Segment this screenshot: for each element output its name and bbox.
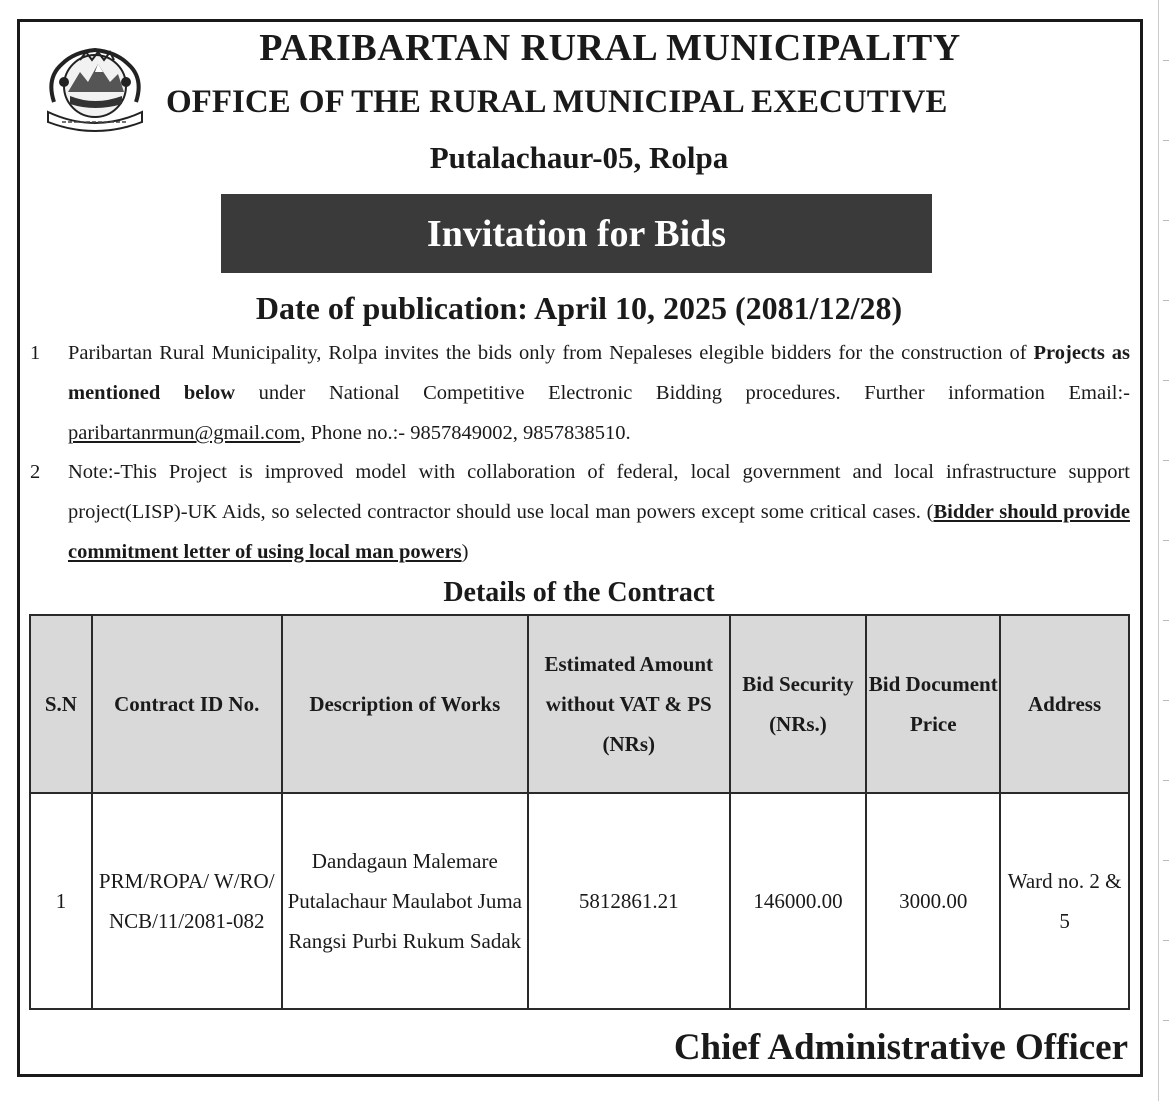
column-header-contract-id: Contract ID No.	[92, 615, 282, 793]
paragraph-text: Note:-This Project is improved model with collaboration of federal, local government and local infrastructure support project(LISP)-UK Aids, so selected contractor should use local man powers except some critical cases.	[68, 461, 1130, 523]
paren: )	[461, 541, 469, 563]
paragraph-text: under National Competitive Electronic Bidding procedures. Further information Email:-	[235, 382, 1130, 404]
cell-contract-id: PRM/ROPA/ W/RO/ NCB/11/2081-082	[92, 793, 282, 1009]
cell-estimated: 5812861.21	[528, 793, 730, 1009]
paragraph-text: Paribartan Rural Municipality, Rolpa invites the bids only from Nepaleses elegible bidders for the construction of	[68, 342, 1034, 364]
paren: (	[926, 501, 934, 523]
page-edge-scrollbar[interactable]	[1158, 0, 1172, 1101]
notice-paragraph-2	[24, 452, 1130, 572]
notice-paragraph-1	[24, 333, 1130, 453]
cell-sn: 1	[30, 793, 92, 1009]
signoff: Chief Administrative Officer	[673, 1027, 1128, 1068]
office-title: OFFICE OF THE RURAL MUNICIPAL EXECUTIVE	[166, 84, 948, 120]
cell-description: Dandagaun Malemare Putalachaur Maulabot Juma Rangsi Purbi Rukum Sadak	[282, 793, 528, 1009]
column-header-doc-price: Bid Document Price	[866, 615, 1000, 793]
table-header-row	[30, 615, 1129, 793]
column-header-estimated: Estimated Amount without VAT & PS (NRs)	[528, 615, 730, 793]
contact-phone-text: , Phone no.:- 9857849002, 9857838510.	[300, 422, 631, 444]
contract-table	[29, 614, 1130, 1010]
invitation-banner	[221, 194, 932, 273]
column-header-sn: S.N	[30, 615, 92, 793]
cell-address: Ward no. 2 & 5	[1000, 793, 1129, 1009]
invitation-title: Invitation for Bids	[426, 212, 727, 255]
column-header-bid-security: Bid Security (NRs.)	[730, 615, 867, 793]
details-title: Details of the Contract	[443, 577, 715, 608]
paragraph-number: 1	[30, 342, 41, 364]
commitment-requirement: Bidder should provide commitment letter of using local man powers	[68, 501, 1130, 563]
cell-bid-security: 146000.00	[730, 793, 867, 1009]
cell-doc-price: 3000.00	[866, 793, 1000, 1009]
column-header-address: Address	[1000, 615, 1129, 793]
municipality-title: PARIBARTAN RURAL MUNICIPALITY	[259, 27, 961, 69]
column-header-description: Description of Works	[282, 615, 528, 793]
paragraph-emphasis: Projects as mentioned below	[68, 342, 1131, 404]
paragraph-number: 2	[30, 461, 41, 483]
contact-email-link[interactable]: paribartanrmun@gmail.com	[68, 422, 301, 444]
table-row	[30, 793, 1129, 1009]
office-location: Putalachaur-05, Rolpa	[429, 140, 729, 175]
publication-date: Date of publication: April 10, 2025 (2081/12/28)	[255, 290, 903, 326]
nepal-government-emblem-icon	[40, 38, 150, 138]
